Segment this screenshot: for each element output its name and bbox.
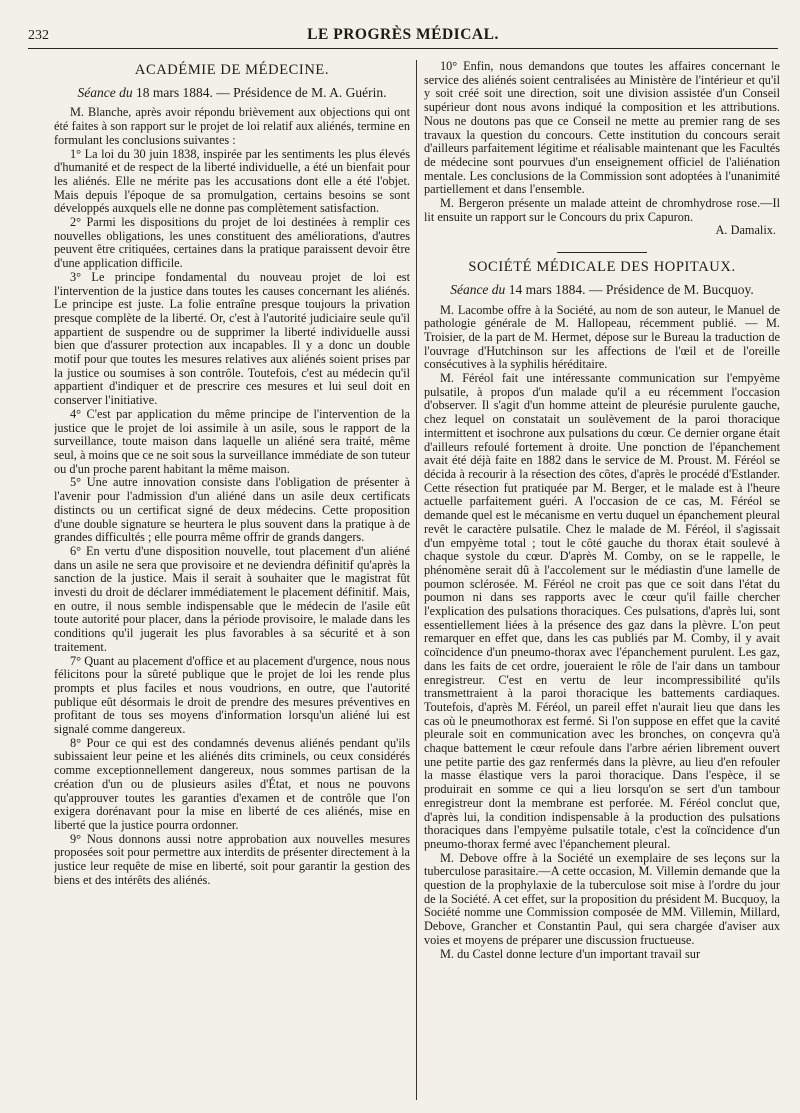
- academie-paragraph: M. Bergeron présente un malade atteint de chromhydrose rose.—Il lit ensuite un rapport sur le Concours du prix Capuron.: [424, 196, 780, 224]
- academie-paragraph-continued: 10° Enfin, nous demandons que toutes les affaires concernant le service des aliénés soient centralisées au Ministère de l'intérieur et qu'il y soit créé soit une direction, soit une division assistée d'un Conseil supérieur dont nous avons indiqué la composition et les attributions. Nous ne doutons pas que ce Conseil ne mette au premier rang de ses travaux la question du concours. Cette institution du concours serait d'ailleurs parfaitement légitime et réalisable maintenant que les Facultés de médecine sont pourvues d'un enseignement officiel de l'aliénation mentale. Les conclusions de la Commission sont adoptées à l'unanimité partiellement et dans l'ensemble.: [424, 60, 780, 197]
- left-column: [54, 60, 410, 1100]
- societe-seance: [424, 283, 780, 297]
- academie-paragraph: 1° La loi du 30 juin 1838, inspirée par les sentiments les plus élevés d'humanité et de respect de la liberté individuelle, a été un bienfait pour les aliénés. Elle ne mérite pas les accusations dont elle a été l'objet. Mais depuis l'époque de sa promulgation, certains besoins se sont développés auxquels elle ne donne pas complètement satisfaction.: [54, 146, 410, 216]
- academie-title: ACADÉMIE DE MÉDECINE.: [134, 62, 330, 78]
- page-header: [28, 24, 778, 49]
- academie-seance-date: 18 mars 1884.: [136, 84, 213, 100]
- academie-paragraph: 8° Pour ce qui est des condamnés devenus aliénés pendant qu'ils subissaient leur peine et les aliénés dits criminels, ou ceux considérés comme exceptionnellement dangereux, nous sommes partisan de la création d'un ou de plusieurs asiles d'État, et nous ne pouvons qu'approuver toutes les garanties d'examen et de contrôle que l'on exigera dorénavant pour la mise en liberté de ces aliénés, mise en liberté que la justice pourra ordonner.: [54, 735, 410, 832]
- academie-paragraph: 6° En vertu d'une disposition nouvelle, tout placement d'un aliéné dans un asile ne sera que provisoire et ne deviendra définitif qu'après la sanction de la justice. Mais il serait à souhaiter que le magistrat fût investi du droit de déclarer immédiatement le placement définitif. Mais, en outre, il nous semble indispensable que le médecin de l'asile eût toute autorité pour placer, dans la période provisoire, le malade dans les conditions qu'il jugerait les plus favorables à sa sécurité et à son traitement.: [54, 543, 410, 654]
- academie-paragraph: 3° Le principe fondamental du nouveau projet de loi est l'intervention de la justice dans toutes les causes concernant les aliénés. Le principe est juste. La folie entraîne presque toujours la privation presque complète de la liberté. Or, c'est à l'autorité judiciaire seule qu'il appartient de suspendre ou de supprimer la liberté individuelle aussi bien que d'assurer protection aux incapables. Il y a donc un double motif pour que toutes les mesures relatives aux aliénés soient prises par la justice ou soumises à son contrôle. Toutefois, c'est au médecin qu'il appartient d'indiquer et de prescrire ces mesures et lui seul doit en conserver l'initiative.: [54, 269, 410, 408]
- societe-paragraph: M. Lacombe offre à la Société, au nom de son auteur, le Manuel de pathologie générale de M. Hallopeau, récemment publié. — M. Troisier, de la part de M. Hermet, dépose sur le Bureau la traduction de l'ouvrage d'Hutchinson sur les affections de l'œil et de l'oreille consécutives à la syphilis héréditaire.: [424, 302, 780, 372]
- journal-title: LE PROGRÈS MÉDICAL.: [307, 26, 499, 43]
- right-column: [424, 60, 780, 1100]
- academie-paragraph: 5° Une autre innovation consiste dans l'obligation de présenter à l'avenir pour l'admission d'un aliéné dans un asile deux certificats distincts ou un certificat signé de deux médecins. Cette proposition d'une double signature se heurtera le plus souvent dans la pratique à de grandes difficultés ; elle pourra même offrir de grands dangers.: [54, 475, 410, 545]
- societe-presidence: — Présidence de M. Bucquoy.: [588, 281, 754, 297]
- academie-paragraph: M. Blanche, après avoir répondu brièvement aux objections qui ont été faites à son rapport sur le projet de loi relatif aux aliénés, termine en formulant les conclusions suivantes :: [54, 105, 410, 147]
- academie-paragraph: 4° C'est par application du même principe de l'intervention de la justice que le projet de loi assimile à un asile, sous le rapport de la surveillance, toute maison dans laquelle un aliéné sera traité, même seul, à moins que ce ne soit sous la surveillance immédiate de son tuteur ou d'un proche parent habitant la même maison.: [54, 406, 410, 476]
- page-number: 232: [28, 28, 49, 43]
- academie-presidence: — Présidence de M. A. Guérin.: [216, 84, 387, 100]
- societe-paragraph: M. Féréol fait une intéressante communication sur l'empyème pulsatile, à propos d'un malade qu'il a eu récemment l'occasion d'observer. Il s'agit d'un homme atteint de pleurésie purulente gauche, chez lequel on constatait un soulèvement de la paroi thoracique intermittent et isochrone aux pulsations du cœur. Ce dernier organe était d'ailleurs refoulé fortement à droite. Une ponction de l'épanchement avait été déjà faite en 1882 dans le service de M. Proust. M. Féréol se décida à recourir à la résection des côtes, d'après le procédé d'Estlander. Cette résection fut pratiquée par M. Berger, et le malade est à l'heure actuelle parfaitement guéri. A l'occasion de ce cas, M. Féréol se demande quel est le mécanisme en vertu duquel un épanchement pleural revêt le caractère pulsatile. Chez le malade de M. Féréol, il s'agissait d'un empyème total ; tout le côté gauche du thorax était soulevé à chaque systole du cœur. D'après M. Comby, on se le rappelle, le phénomène serait dû à l'accolement sur le médiastin d'une lamelle de poumon sclérosée. M. Féréol ne croit pas que ce soit dans l'état du poumon ni dans ses rapports avec le cœur qu'il faille chercher l'explication des pulsations thoraciques. Ces pulsations, d'après lui, sont essentiellement liées à la présence des gaz dans la plèvre. L'on peut remarquer en effet que, dans les cas publiés par M. Comby, il y avait coïncidence d'un pneumo-thorax avec l'épanchement purulent. Les gaz, dans les faits de cet ordre, joueraient le rôle de l'air dans un tambour enregistreur. C'est en vertu de leur incompressibilité qu'ils transmettraient à la paroi thoracique les battements cardiaques. Toutefois, d'après M. Féréol, un pareil effet n'aurait lieu que dans les cas où le pneumothorax est fermé. Si l'on suppose en effet que la cavité pleurale soit en communication avec les bronches, on conçevra qu'à chaque battement le cœur refoule dans l'arbre aérien librement ouvert une petite partie des gaz renfermés dans la plèvre, au lieu d'en refouler la masse élastique vers la paroi thoracique. Dans l'espèce, il se produirait en somme ce qui a lieu lorsqu'on se sert d'un tambour enregistreur dont la membrane est perforée. M. Féréol conclut que, d'après lui, la condition indispensable à la production des pulsations thoraciques dans l'empyème pulsatile totale, c'est la coïncidence d'un pneumo-thorax fermé avec l'épanchement pleural.: [424, 371, 780, 851]
- academie-seance-label: Séance du: [77, 84, 133, 100]
- academie-signature: A. Damalix.: [715, 223, 776, 238]
- societe-title: SOCIÉTÉ MÉDICALE DES HOPITAUX.: [468, 259, 736, 276]
- column-divider: [416, 60, 417, 1100]
- academie-paragraph: 9° Nous donnons aussi notre approbation aux nouvelles mesures proposées soit pour permettre aux interdits de présenter directement à la justice leur requête de mise en liberté, soit pour garantir la gestion des biens et des intérêts des aliénés.: [54, 831, 410, 887]
- societe-paragraph: M. du Castel donne lecture d'un important travail sur: [440, 946, 701, 961]
- academie-paragraph: 7° Quant au placement d'office et au placement d'urgence, nous nous félicitons pour la sûreté publique que le projet de loi les rende plus prompts et plus faciles et nous voudrions, en outre, que l'autorité publique eût désormais le droit de prendre des mesures préventives en profitant de tous ses moyens d'information lorsqu'un aliéné lui est signalé comme dangereux.: [54, 653, 410, 737]
- societe-seance-date: 14 mars 1884.: [508, 281, 586, 297]
- societe-paragraph: M. Debove offre à la Société un exemplaire de ses leçons sur la tuberculose parasitaire.—A cette occasion, M. Villemin demande que la question de la prophylaxie de la tuberculose soit mise à l'ordre du jour de la Société. A cet effet, sur la proposition du président M. Bucquoy, la Société nomme une Commission composée de MM. Villemin, Millard, Debove, Grancher et Constantin Paul, qui sera chargée d'aviser aux voies et moyens de préparer une discussion fructueuse.: [424, 850, 780, 947]
- academie-seance: [54, 86, 410, 100]
- section-separator: [557, 252, 647, 253]
- societe-seance-label: Séance du: [450, 281, 506, 297]
- academie-paragraph: 2° Parmi les dispositions du projet de loi destinées à remplir ces nouvelles obligations, les unes constituent des améliorations, d'autres peuvent être critiquées, certaines dans la pratique paraissent devoir être d'une application difficile.: [54, 215, 410, 271]
